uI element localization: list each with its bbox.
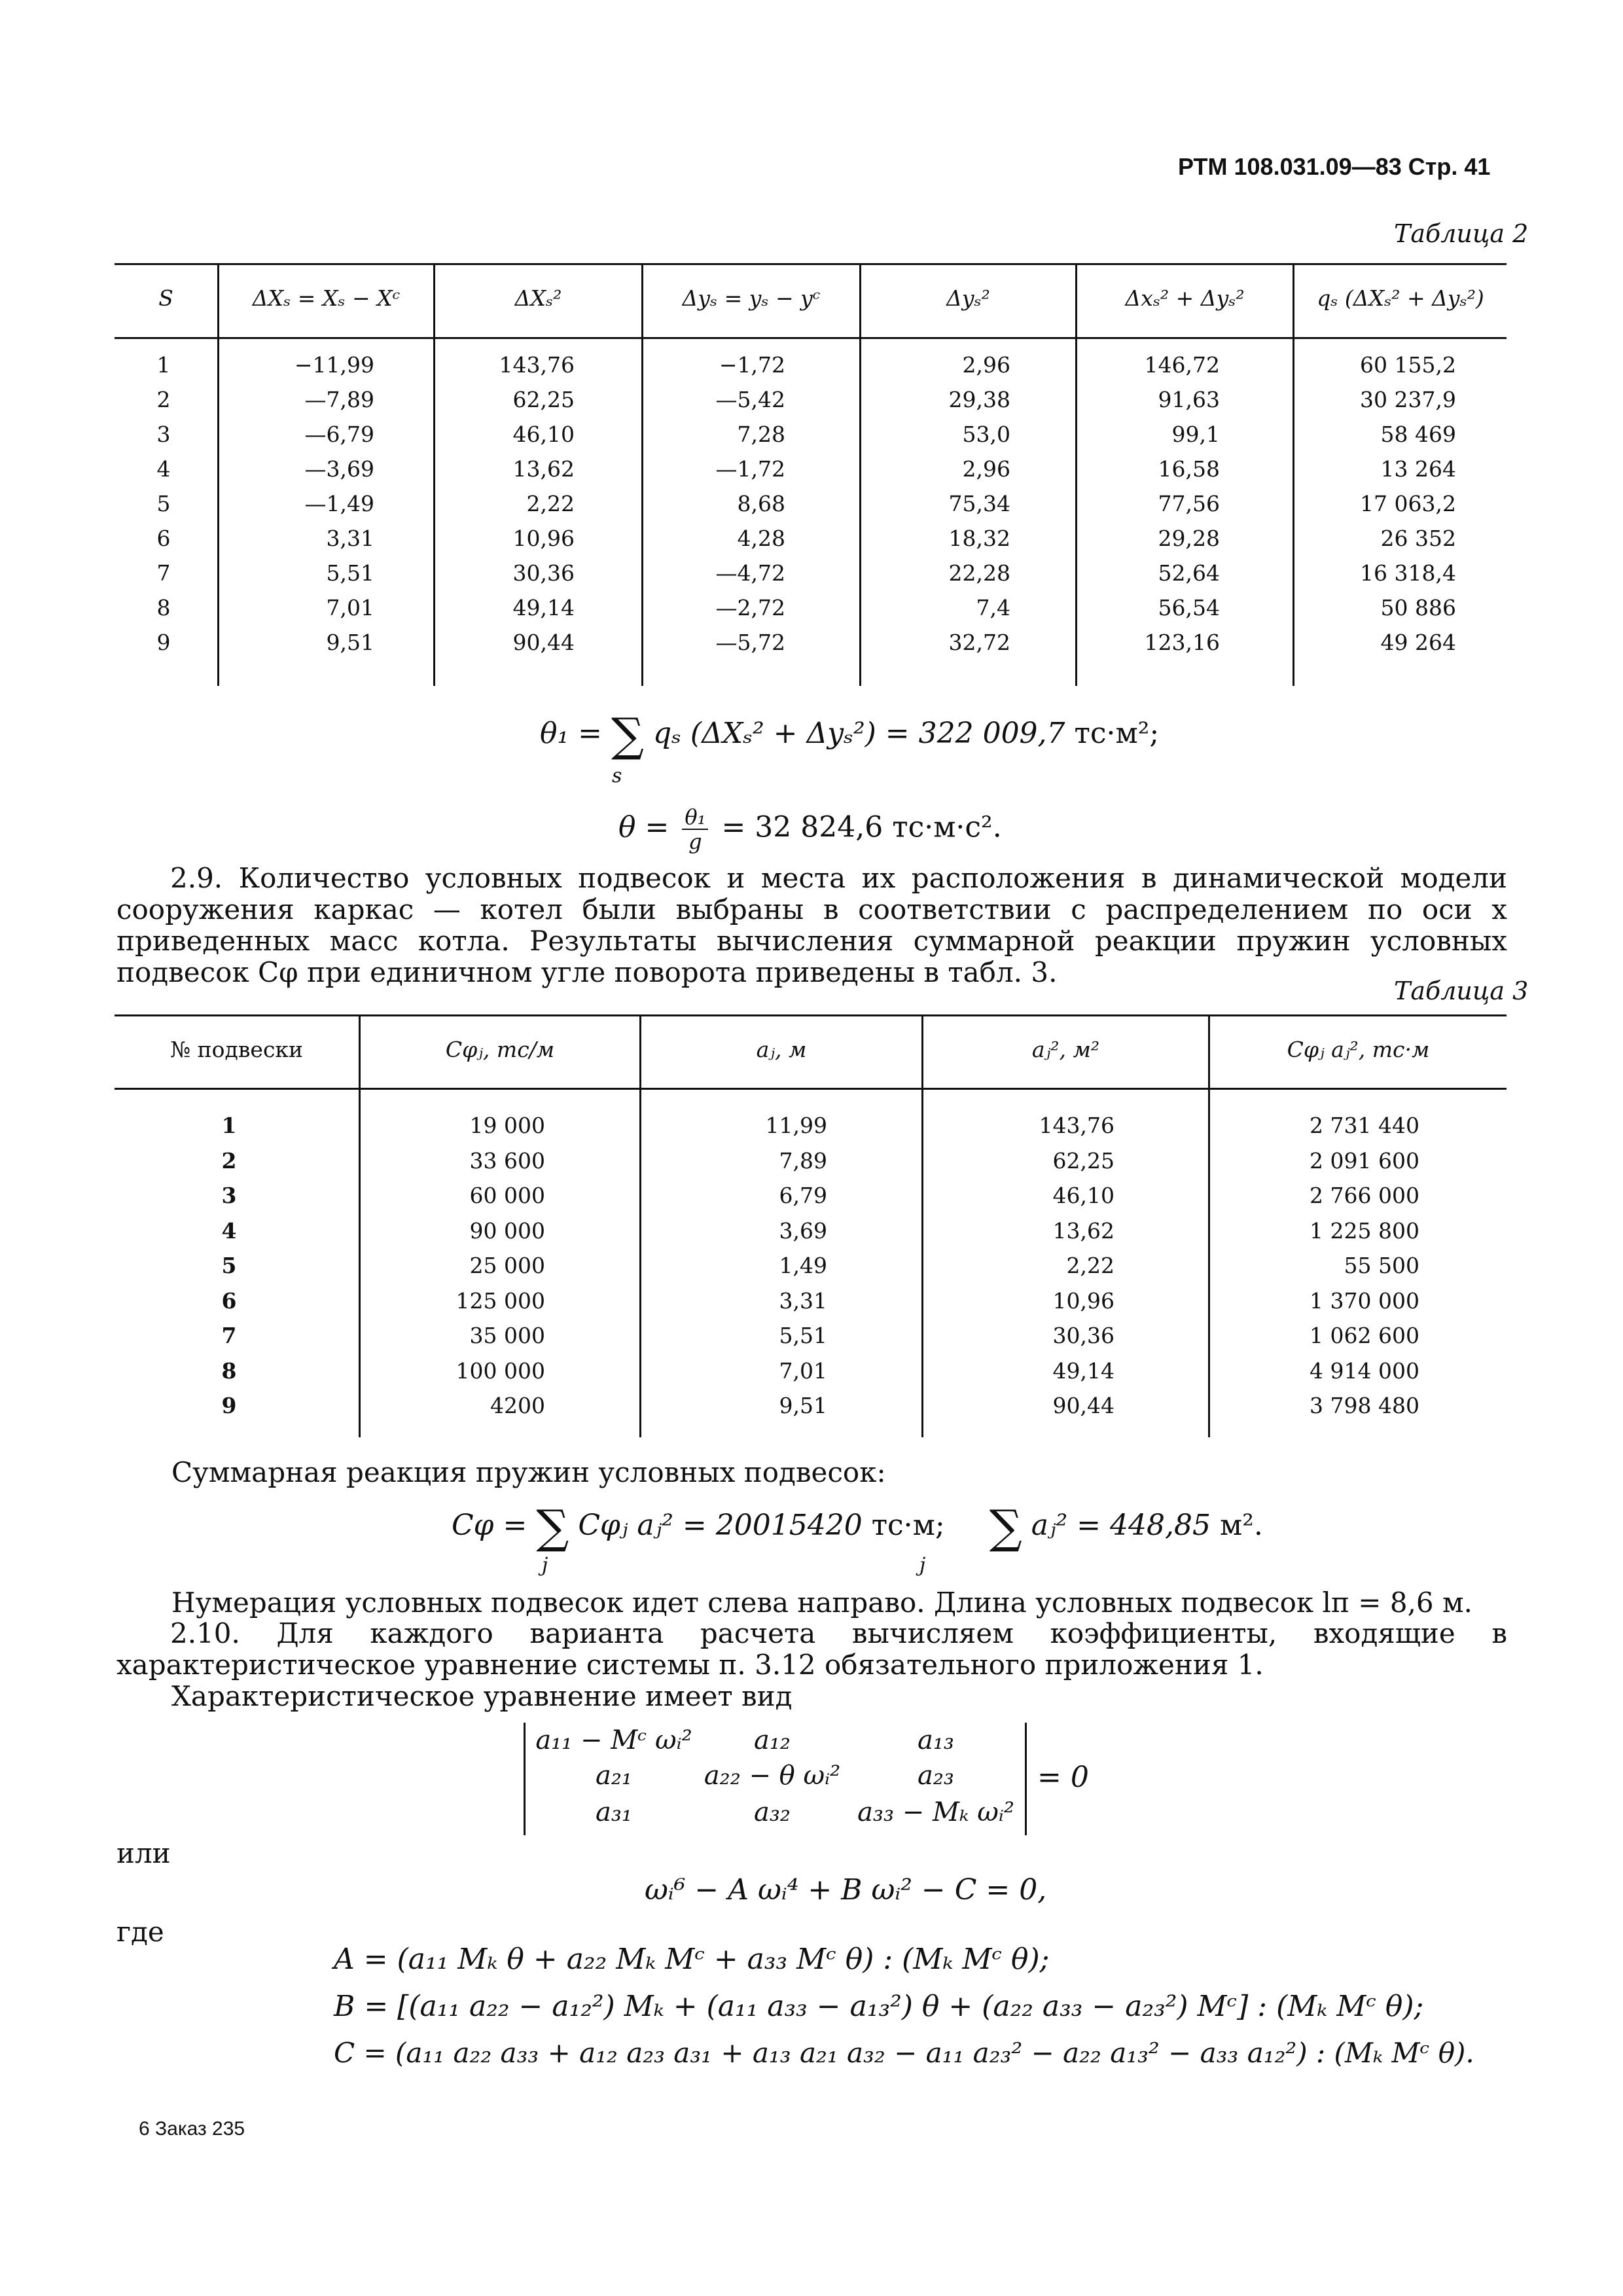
table-cell: 50 886 bbox=[1380, 595, 1456, 620]
table3-col-divider bbox=[1208, 1014, 1210, 1437]
table2-header-cell: Δyₛ = yₛ − yᶜ bbox=[682, 285, 821, 311]
table-cell: —1,49 bbox=[304, 491, 374, 516]
table2-header-cell: Δxₛ² + Δyₛ² bbox=[1125, 285, 1245, 311]
table-cell: 7 bbox=[221, 1323, 237, 1348]
sum-sign: ∑ bbox=[611, 708, 644, 762]
polynomial-equation: ωᵢ⁶ − A ωᵢ⁴ + B ωᵢ² − C = 0, bbox=[645, 1873, 1047, 1907]
table2-header-cell: ΔXₛ² bbox=[514, 285, 562, 311]
theta-lhs: θ = bbox=[618, 810, 669, 844]
table-cell: 2 bbox=[156, 387, 171, 412]
table2-header-cell: S bbox=[158, 285, 173, 311]
table-cell: 17 063,2 bbox=[1360, 491, 1456, 516]
table-cell: 8 bbox=[221, 1357, 237, 1384]
table-cell: −1,72 bbox=[719, 352, 785, 378]
table2-col-divider bbox=[859, 263, 861, 686]
table-cell: 2 091 600 bbox=[1310, 1147, 1419, 1174]
table-cell: 90,44 bbox=[512, 630, 575, 655]
table-cell: 7,01 bbox=[779, 1357, 827, 1384]
table-cell: 35 000 bbox=[469, 1323, 545, 1348]
determinant-left-bar bbox=[524, 1723, 526, 1835]
table-cell: 90 000 bbox=[469, 1217, 545, 1244]
table-cell: 2 731 440 bbox=[1310, 1113, 1419, 1138]
theta-fraction-numerator: θ₁ bbox=[682, 805, 708, 830]
table-cell: 13 264 bbox=[1380, 456, 1456, 482]
table-cell: 2,22 bbox=[1066, 1253, 1115, 1278]
table3-header-cell: Cφⱼ aⱼ², тс·м bbox=[1287, 1037, 1430, 1062]
table2-header-rule bbox=[115, 337, 1507, 339]
table2-caption: Таблица 2 bbox=[1394, 219, 1529, 248]
table3-header-cell: aⱼ², м² bbox=[1031, 1037, 1100, 1062]
theta1-formula bbox=[540, 708, 1159, 762]
matrix-cell: a₂₁ bbox=[596, 1761, 632, 1791]
table-cell: 16,58 bbox=[1158, 456, 1220, 482]
table2-col-divider bbox=[1075, 263, 1077, 686]
table-cell: 32,72 bbox=[948, 630, 1010, 655]
paragraph-numbering: Нумерация условных подвесок идет слева направо. Длина условных подвесок lп = 8,6 м. bbox=[171, 1587, 1473, 1619]
table-cell: 4 914 000 bbox=[1310, 1357, 1419, 1384]
table-cell: 55 500 bbox=[1344, 1253, 1419, 1278]
table-cell: —2,72 bbox=[715, 595, 785, 620]
table-cell: 143,76 bbox=[499, 352, 575, 378]
table-cell: 49,14 bbox=[1052, 1357, 1115, 1384]
table2-header-cell: Δyₛ² bbox=[946, 285, 990, 311]
paragraph-2-10: 2.10. Для каждого варианта расчета вычисляем коэффициенты, входящие в характеристическое уравнение системы п. 3.12 обязательного приложения 1. bbox=[116, 1617, 1507, 1681]
aj-sum-body: aⱼ² = 448,85 bbox=[1031, 1509, 1211, 1542]
table-cell: 100 000 bbox=[455, 1357, 545, 1384]
table-cell: 9 bbox=[221, 1393, 237, 1418]
table-cell: 29,38 bbox=[948, 387, 1010, 412]
theta1-sum-index: s bbox=[612, 764, 622, 787]
table-cell: 4 bbox=[221, 1217, 237, 1244]
table-cell: 10,96 bbox=[512, 526, 575, 551]
c-phi-sum-index: j bbox=[542, 1554, 548, 1577]
table-cell: 49,14 bbox=[512, 595, 575, 620]
table-cell: 1 bbox=[221, 1113, 237, 1138]
table-cell: 90,44 bbox=[1052, 1393, 1115, 1418]
table-cell: 91,63 bbox=[1158, 387, 1220, 412]
table-cell: 5,51 bbox=[326, 560, 374, 586]
table-cell: 1 062 600 bbox=[1310, 1323, 1419, 1348]
paragraph-2-9: 2.9. Количество условных подвесок и места их расположения в динамической модели сооружения каркас — котел были выбраны в соответствии с распределением по оси x приведенных масс котла. Результаты вычисления суммарной реакции пружин условных подвесок Cφ при единичном угле поворота приведены в табл. 3. bbox=[116, 862, 1507, 988]
table2-header-cell: qₛ (ΔXₛ² + Δyₛ²) bbox=[1317, 285, 1484, 311]
table2-col-divider bbox=[641, 263, 643, 686]
page-header: РТМ 108.031.09—83 Стр. 41 bbox=[1178, 153, 1491, 180]
table3-header-rule bbox=[115, 1088, 1507, 1090]
table-cell: 2 bbox=[221, 1147, 237, 1174]
theta-unit: тс·м·с². bbox=[892, 810, 1002, 844]
word-or: или bbox=[116, 1837, 171, 1869]
sum-sign: ∑ bbox=[536, 1500, 569, 1554]
table-cell: 13,62 bbox=[1052, 1217, 1115, 1244]
determinant-rhs: = 0 bbox=[1037, 1761, 1089, 1794]
table-cell: 1,49 bbox=[779, 1253, 827, 1278]
table-cell: 62,25 bbox=[1052, 1147, 1115, 1174]
table-cell: 52,64 bbox=[1158, 560, 1220, 586]
table-cell: 2,96 bbox=[962, 352, 1010, 378]
table-cell: 125 000 bbox=[455, 1287, 545, 1314]
table-cell: 19 000 bbox=[469, 1113, 545, 1138]
sum-sign: ∑ bbox=[989, 1500, 1022, 1554]
table-cell: —1,72 bbox=[715, 456, 785, 482]
table-cell: —3,69 bbox=[304, 456, 374, 482]
table-cell: 1 370 000 bbox=[1310, 1287, 1419, 1314]
table-cell: 1 bbox=[156, 352, 171, 378]
table-cell: 2 766 000 bbox=[1310, 1183, 1419, 1208]
table-cell: 18,32 bbox=[948, 526, 1010, 551]
paragraph-char-equation: Характеристическое уравнение имеет вид bbox=[171, 1680, 793, 1712]
table-cell: 7,28 bbox=[737, 422, 785, 447]
page-footer: 6 Заказ 235 bbox=[139, 2118, 245, 2140]
c-phi-lhs: Cφ = bbox=[452, 1509, 537, 1542]
table-cell: 3 bbox=[221, 1183, 237, 1208]
matrix-cell: a₁₃ bbox=[918, 1725, 954, 1755]
table-cell: 25 000 bbox=[469, 1253, 545, 1278]
table-cell: 4 bbox=[156, 456, 171, 482]
matrix-cell: a₃₃ − Mₖ ωᵢ² bbox=[857, 1797, 1014, 1827]
matrix-cell: a₂₂ − θ ωᵢ² bbox=[704, 1761, 841, 1791]
aj-sum-index: j bbox=[919, 1554, 926, 1577]
table-cell: 5 bbox=[156, 491, 171, 516]
c-phi-unit: тс·м; bbox=[871, 1509, 945, 1542]
table-cell: 7 bbox=[156, 560, 171, 586]
table-cell: 7,01 bbox=[326, 595, 374, 620]
table-cell: 3 798 480 bbox=[1310, 1393, 1419, 1418]
table-cell: 56,54 bbox=[1158, 595, 1220, 620]
table-cell: 3,31 bbox=[326, 526, 374, 551]
table-cell: 30,36 bbox=[1052, 1323, 1115, 1348]
table-cell: 9,51 bbox=[326, 630, 374, 655]
table3-header-cell: № подвески bbox=[169, 1037, 304, 1062]
table-cell: 22,28 bbox=[948, 560, 1010, 586]
word-where: где bbox=[116, 1916, 164, 1948]
table-cell: 33 600 bbox=[469, 1147, 545, 1174]
table3-caption: Таблица 3 bbox=[1394, 977, 1529, 1005]
table-cell: 99,1 bbox=[1171, 422, 1220, 447]
table-cell: 9 bbox=[156, 630, 171, 655]
table-cell: 123,16 bbox=[1144, 630, 1220, 655]
table-cell: 146,72 bbox=[1144, 352, 1220, 378]
table-cell: 3 bbox=[156, 422, 171, 447]
table-cell: 75,34 bbox=[948, 491, 1010, 516]
c-phi-formula bbox=[452, 1500, 1263, 1554]
theta1-unit: тс·м²; bbox=[1074, 717, 1160, 750]
table-cell: 8,68 bbox=[737, 491, 785, 516]
theta-rhs: = 32 824,6 bbox=[721, 810, 883, 844]
table-cell: 30 237,9 bbox=[1360, 387, 1456, 412]
table-cell: —7,89 bbox=[304, 387, 374, 412]
table3-top-rule bbox=[115, 1014, 1507, 1016]
table-cell: 30,36 bbox=[512, 560, 575, 586]
c-phi-body: Cφⱼ aⱼ² = 20015420 bbox=[578, 1509, 863, 1542]
table-cell: 6,79 bbox=[779, 1183, 827, 1208]
table3-col-divider bbox=[639, 1014, 641, 1437]
table-cell: 60 155,2 bbox=[1360, 352, 1456, 378]
table-cell: 29,28 bbox=[1158, 526, 1220, 551]
table-cell: —5,42 bbox=[715, 387, 785, 412]
table-cell: 4,28 bbox=[737, 526, 785, 551]
table-cell: 9,51 bbox=[779, 1393, 827, 1418]
table2-top-rule bbox=[115, 263, 1507, 265]
table-cell: 46,10 bbox=[512, 422, 575, 447]
table-cell: 6 bbox=[221, 1287, 237, 1314]
table3-col-divider bbox=[359, 1014, 361, 1437]
table3-header-cell: aⱼ, м bbox=[756, 1037, 807, 1062]
table-cell: 77,56 bbox=[1158, 491, 1220, 516]
table2-header-cell: ΔXₛ = Xₛ − Xᶜ bbox=[252, 285, 401, 311]
theta-fraction bbox=[682, 805, 708, 853]
theta1-lhs: θ₁ = bbox=[540, 717, 611, 750]
table-cell: —4,72 bbox=[715, 560, 785, 586]
table-cell: 10,96 bbox=[1052, 1287, 1115, 1314]
matrix-cell: a₃₁ bbox=[596, 1797, 632, 1827]
table-cell: 62,25 bbox=[512, 387, 575, 412]
matrix-cell: a₁₁ − Mᶜ ωᵢ² bbox=[535, 1725, 692, 1755]
table-cell: 60 000 bbox=[469, 1183, 545, 1208]
table-cell: 53,0 bbox=[962, 422, 1010, 447]
matrix-cell: a₂₃ bbox=[918, 1761, 954, 1791]
equation-c: C = (a₁₁ a₂₂ a₃₃ + a₁₂ a₂₃ a₃₁ + a₁₃ a₂₁ a₃₂ − a₁₁ a₂₃² − a₂₂ a₁₃² − a₃₃ a₁₂²) : (Mₖ Mᶜ θ). bbox=[334, 2037, 1474, 2069]
matrix-cell: a₃₂ bbox=[754, 1797, 791, 1827]
table-cell: —5,72 bbox=[715, 630, 785, 655]
table-cell: −11,99 bbox=[294, 352, 374, 378]
table-cell: 13,62 bbox=[512, 456, 575, 482]
table3-col-divider bbox=[921, 1014, 923, 1437]
aj-sum-unit: м². bbox=[1220, 1509, 1263, 1542]
equation-a: A = (a₁₁ Mₖ θ + a₂₂ Mₖ Mᶜ + a₃₃ Mᶜ θ) : (Mₖ Mᶜ θ); bbox=[334, 1943, 1050, 1976]
table-cell: 8 bbox=[156, 595, 171, 620]
table-cell: 1 225 800 bbox=[1310, 1217, 1419, 1244]
table-cell: 11,99 bbox=[765, 1113, 827, 1138]
table-cell: 143,76 bbox=[1039, 1113, 1115, 1138]
table-cell: 7,89 bbox=[779, 1147, 827, 1174]
table-cell: 49 264 bbox=[1380, 630, 1456, 655]
table-cell: 3,69 bbox=[779, 1217, 827, 1244]
table-cell: —6,79 bbox=[304, 422, 374, 447]
table-cell: 46,10 bbox=[1052, 1183, 1115, 1208]
table-cell: 58 469 bbox=[1380, 422, 1456, 447]
table-cell: 16 318,4 bbox=[1360, 560, 1456, 586]
table-cell: 2,22 bbox=[526, 491, 575, 516]
table2-col-divider bbox=[433, 263, 435, 686]
matrix-cell: a₁₂ bbox=[754, 1725, 791, 1755]
table3-header-cell: Cφⱼ, тс/м bbox=[445, 1037, 555, 1062]
theta1-body: qₛ (ΔXₛ² + Δyₛ²) = 322 009,7 bbox=[652, 717, 1065, 750]
equation-b: B = [(a₁₁ a₂₂ − a₁₂²) Mₖ + (a₁₁ a₃₃ − a₁₃²) θ + (a₂₂ a₃₃ − a₂₃²) Mᶜ] : (Mₖ Mᶜ θ); bbox=[334, 1990, 1424, 2023]
table-cell: 26 352 bbox=[1380, 526, 1456, 551]
table-cell: 3,31 bbox=[779, 1287, 827, 1314]
table-cell: 4200 bbox=[490, 1393, 545, 1418]
table2-col-divider bbox=[217, 263, 219, 686]
theta-fraction-denominator: g bbox=[688, 829, 702, 854]
summary-label: Суммарная реакция пружин условных подвесок: bbox=[171, 1456, 886, 1488]
table-cell: 7,4 bbox=[976, 595, 1010, 620]
table-cell: 6 bbox=[156, 526, 171, 551]
theta-formula bbox=[618, 805, 1002, 853]
table2-col-divider bbox=[1293, 263, 1294, 686]
table-cell: 2,96 bbox=[962, 456, 1010, 482]
table-cell: 5 bbox=[221, 1253, 237, 1278]
determinant-right-bar bbox=[1025, 1723, 1027, 1835]
table-cell: 5,51 bbox=[779, 1323, 827, 1348]
